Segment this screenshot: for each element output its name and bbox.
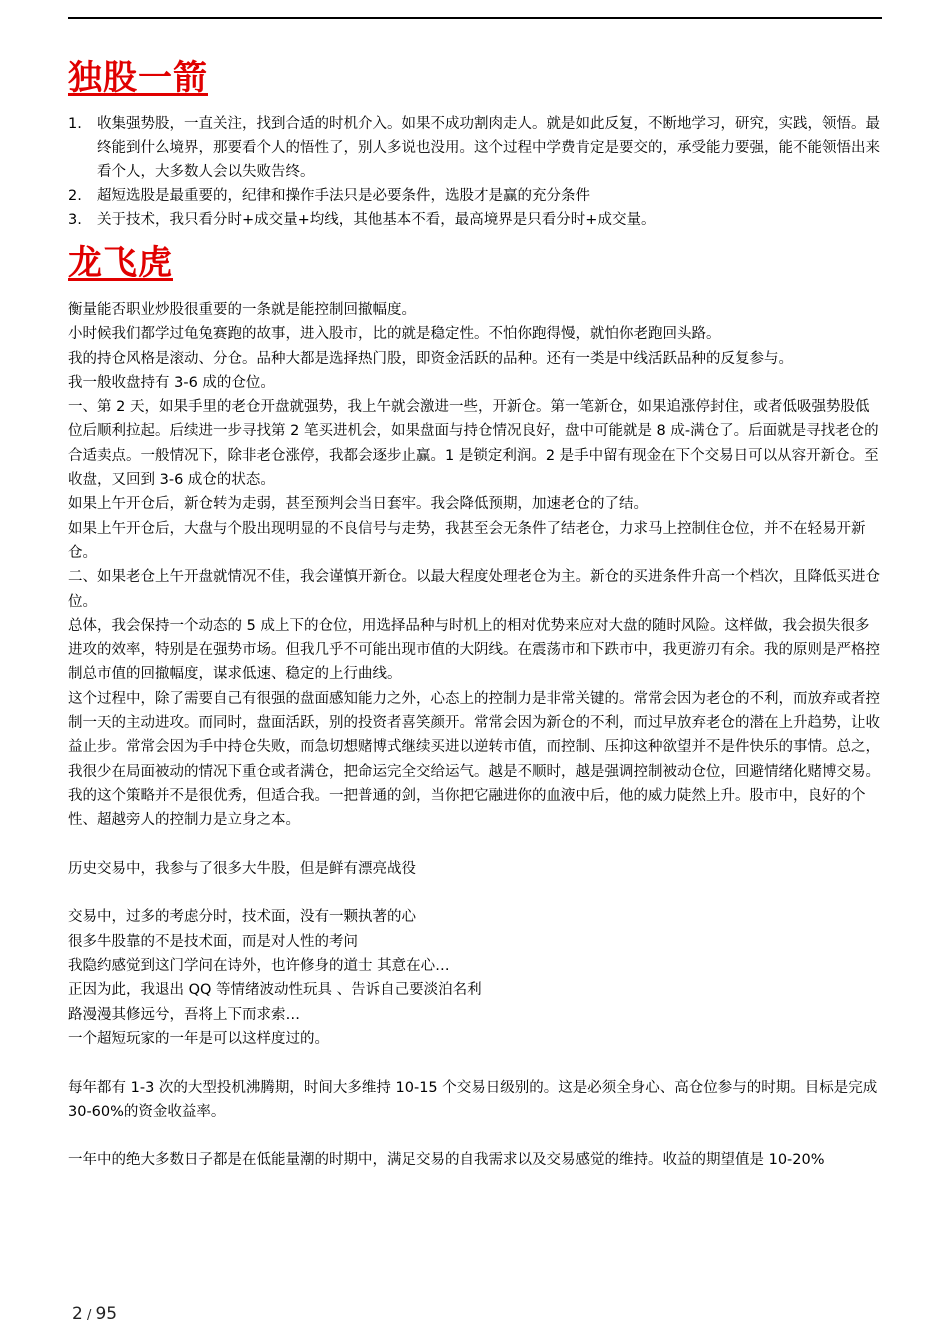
paragraph: 如果上午开仓后，新仓转为走弱，甚至预判会当日套牢。我会降低预期，加速老仓的了结。 [68, 496, 648, 513]
list-item-number: 2. [68, 188, 82, 204]
paragraph: 很多牛股靠的不是技术面，而是对人性的考问 [68, 933, 358, 950]
list-item-number: 3. [68, 212, 82, 228]
page-separator: / [82, 1308, 96, 1323]
paragraph: 总体，我会保持一个动态的 5 成上下的仓位，用选择品种与时机上的相对优势来应对大盘的随时风险。这样做，我会损失很多进攻的效率，特别是在强势市场。但我几乎不可能出现市值的大阴线。在震荡市和下跌市中，我更游刃有余。我的原则是严格控制总市值的回撤幅度，谋求低速、稳定的上行曲线。 [68, 617, 880, 683]
page-current: 2 [72, 1304, 83, 1324]
paragraph: 路漫漫其修远兮，吾将上下而求索… [68, 1006, 300, 1023]
paragraph: 每年都有 1-3 次的大型投机沸腾期，时间大多维持 10-15 个交易日级别的。这是必须全身心、高仓位参与的时期。目标是完成 30-60%的资金收益率。 [68, 1079, 878, 1120]
paragraph: 小时候我们都学过龟兔赛跑的故事，进入股市，比的就是稳定性。不怕你跑得慢，就怕你老跑回头路。 [68, 326, 721, 343]
list-item-text: 收集强势股，一直关注，找到合适的时机介入。如果不成功割肉走人。就是如此反复，不断地学习，研究，实践，领悟。最终能到什么境界，那要看个人的悟性了，别人多说也没用。这个过程中学费肯定是要交的，承受能力要强，能不能领悟出来看个人，大多数人会以失败告终。 [97, 116, 880, 180]
paragraph: 如果上午开仓后，大盘与个股出现明显的不良信号与走势，我甚至会无条件了结老仓，力求马上控制住仓位，并不在轻易开新仓。 [68, 520, 866, 561]
list-item [68, 184, 882, 208]
paragraph: 正因为此，我退出 QQ 等情绪波动性玩具 、告诉自己要淡泊名利 [68, 982, 482, 999]
paragraph: 一个超短玩家的一年是可以这样度过的。 [68, 1030, 329, 1047]
section-title-1: 独股一箭 [68, 58, 208, 98]
paragraph: 我的持仓风格是滚动、分仓。品种大都是选择热门股，即资金活跃的品种。还有一类是中线活跃品种的反复参与。 [68, 350, 793, 367]
list-item-text: 关于技术，我只看分时+成交量+均线，其他基本不看，最高境界是只看分时+成交量。 [97, 212, 656, 228]
paragraph: 二、如果老仓上午开盘就情况不佳，我会谨慎开新仓。以最大程度处理老仓为主。新仓的买进条件升高一个档次，且降低买进仓位。 [68, 569, 880, 610]
paragraph: 一、第 2 天，如果手里的老仓开盘就强势，我上午就会激进一些，开新仓。第一笔新仓，如果追涨停封住，或者低吸强势股低位后顺利拉起。后续进一步寻找第 2 笔买进机会，如果盘面与持仓情况良好，盘中可能就是 8 成-满仓了。后面就是寻找老仓的合适卖点。一般情况下，除非老仓涨停，我都会逐步止赢。1 是锁定利润。2 是手中留有现金在下个交易日可以从容开新仓。至收盘，又回到 3-6 成仓的状态。 [68, 399, 879, 489]
numbered-list [68, 112, 882, 232]
list-item [68, 208, 882, 232]
paragraph: 我的这个策略并不是很优秀，但适合我。一把普通的剑，当你把它融进你的血液中后，他的威力陡然上升。股市中，良好的个性、超越旁人的控制力是立身之本。 [68, 787, 866, 829]
header-rule [68, 17, 882, 19]
list-item-text: 超短选股是最重要的，纪律和操作手法只是必要条件，选股才是赢的充分条件 [97, 188, 590, 204]
page-total: 95 [95, 1304, 118, 1324]
paragraph: 我一般收盘持有 3-6 成的仓位。 [68, 374, 275, 391]
paragraph: 一年中的绝大多数日子都是在低能量潮的时期中，满足交易的自我需求以及交易感觉的维持。收益的期望值是 10-20% [68, 1152, 825, 1169]
body-text [68, 298, 882, 1173]
list-item [68, 112, 882, 184]
section-title-2: 龙飞虎 [68, 243, 173, 283]
page-number [72, 1304, 117, 1324]
paragraph: 历史交易中，我参与了很多大牛股，但是鲜有漂亮战役 [68, 860, 416, 877]
list-item-number: 1. [68, 116, 82, 132]
paragraph: 交易中，过多的考虑分时，技术面，没有一颗执著的心 [68, 909, 416, 926]
paragraph: 这个过程中，除了需要自己有很强的盘面感知能力之外，心态上的控制力是非常关键的。常常会因为老仓的不利，而放弃或者控制一天的主动进攻。而同时，盘面活跃，别的投资者喜笑颜开。常常会因为新仓的不利，而过早放弃老仓的潜在上升趋势，让收益止步。常常会因为手中持仓失败，而急切想赌博式继续买进以逆转市值，而控制、压抑这种欲望并不是件快乐的事情。总之，我很少在局面被动的情况下重仓或者满仓，把命运完全交给运气。越是不顺时，越是强调控制被动仓位，回避情绪化赌博交易。 [68, 690, 880, 780]
paragraph: 我隐约感觉到这门学问在诗外，也许修身的道士 其意在心… [68, 958, 450, 975]
paragraph: 衡量能否职业炒股很重要的一条就是能控制回撤幅度。 [68, 302, 416, 318]
